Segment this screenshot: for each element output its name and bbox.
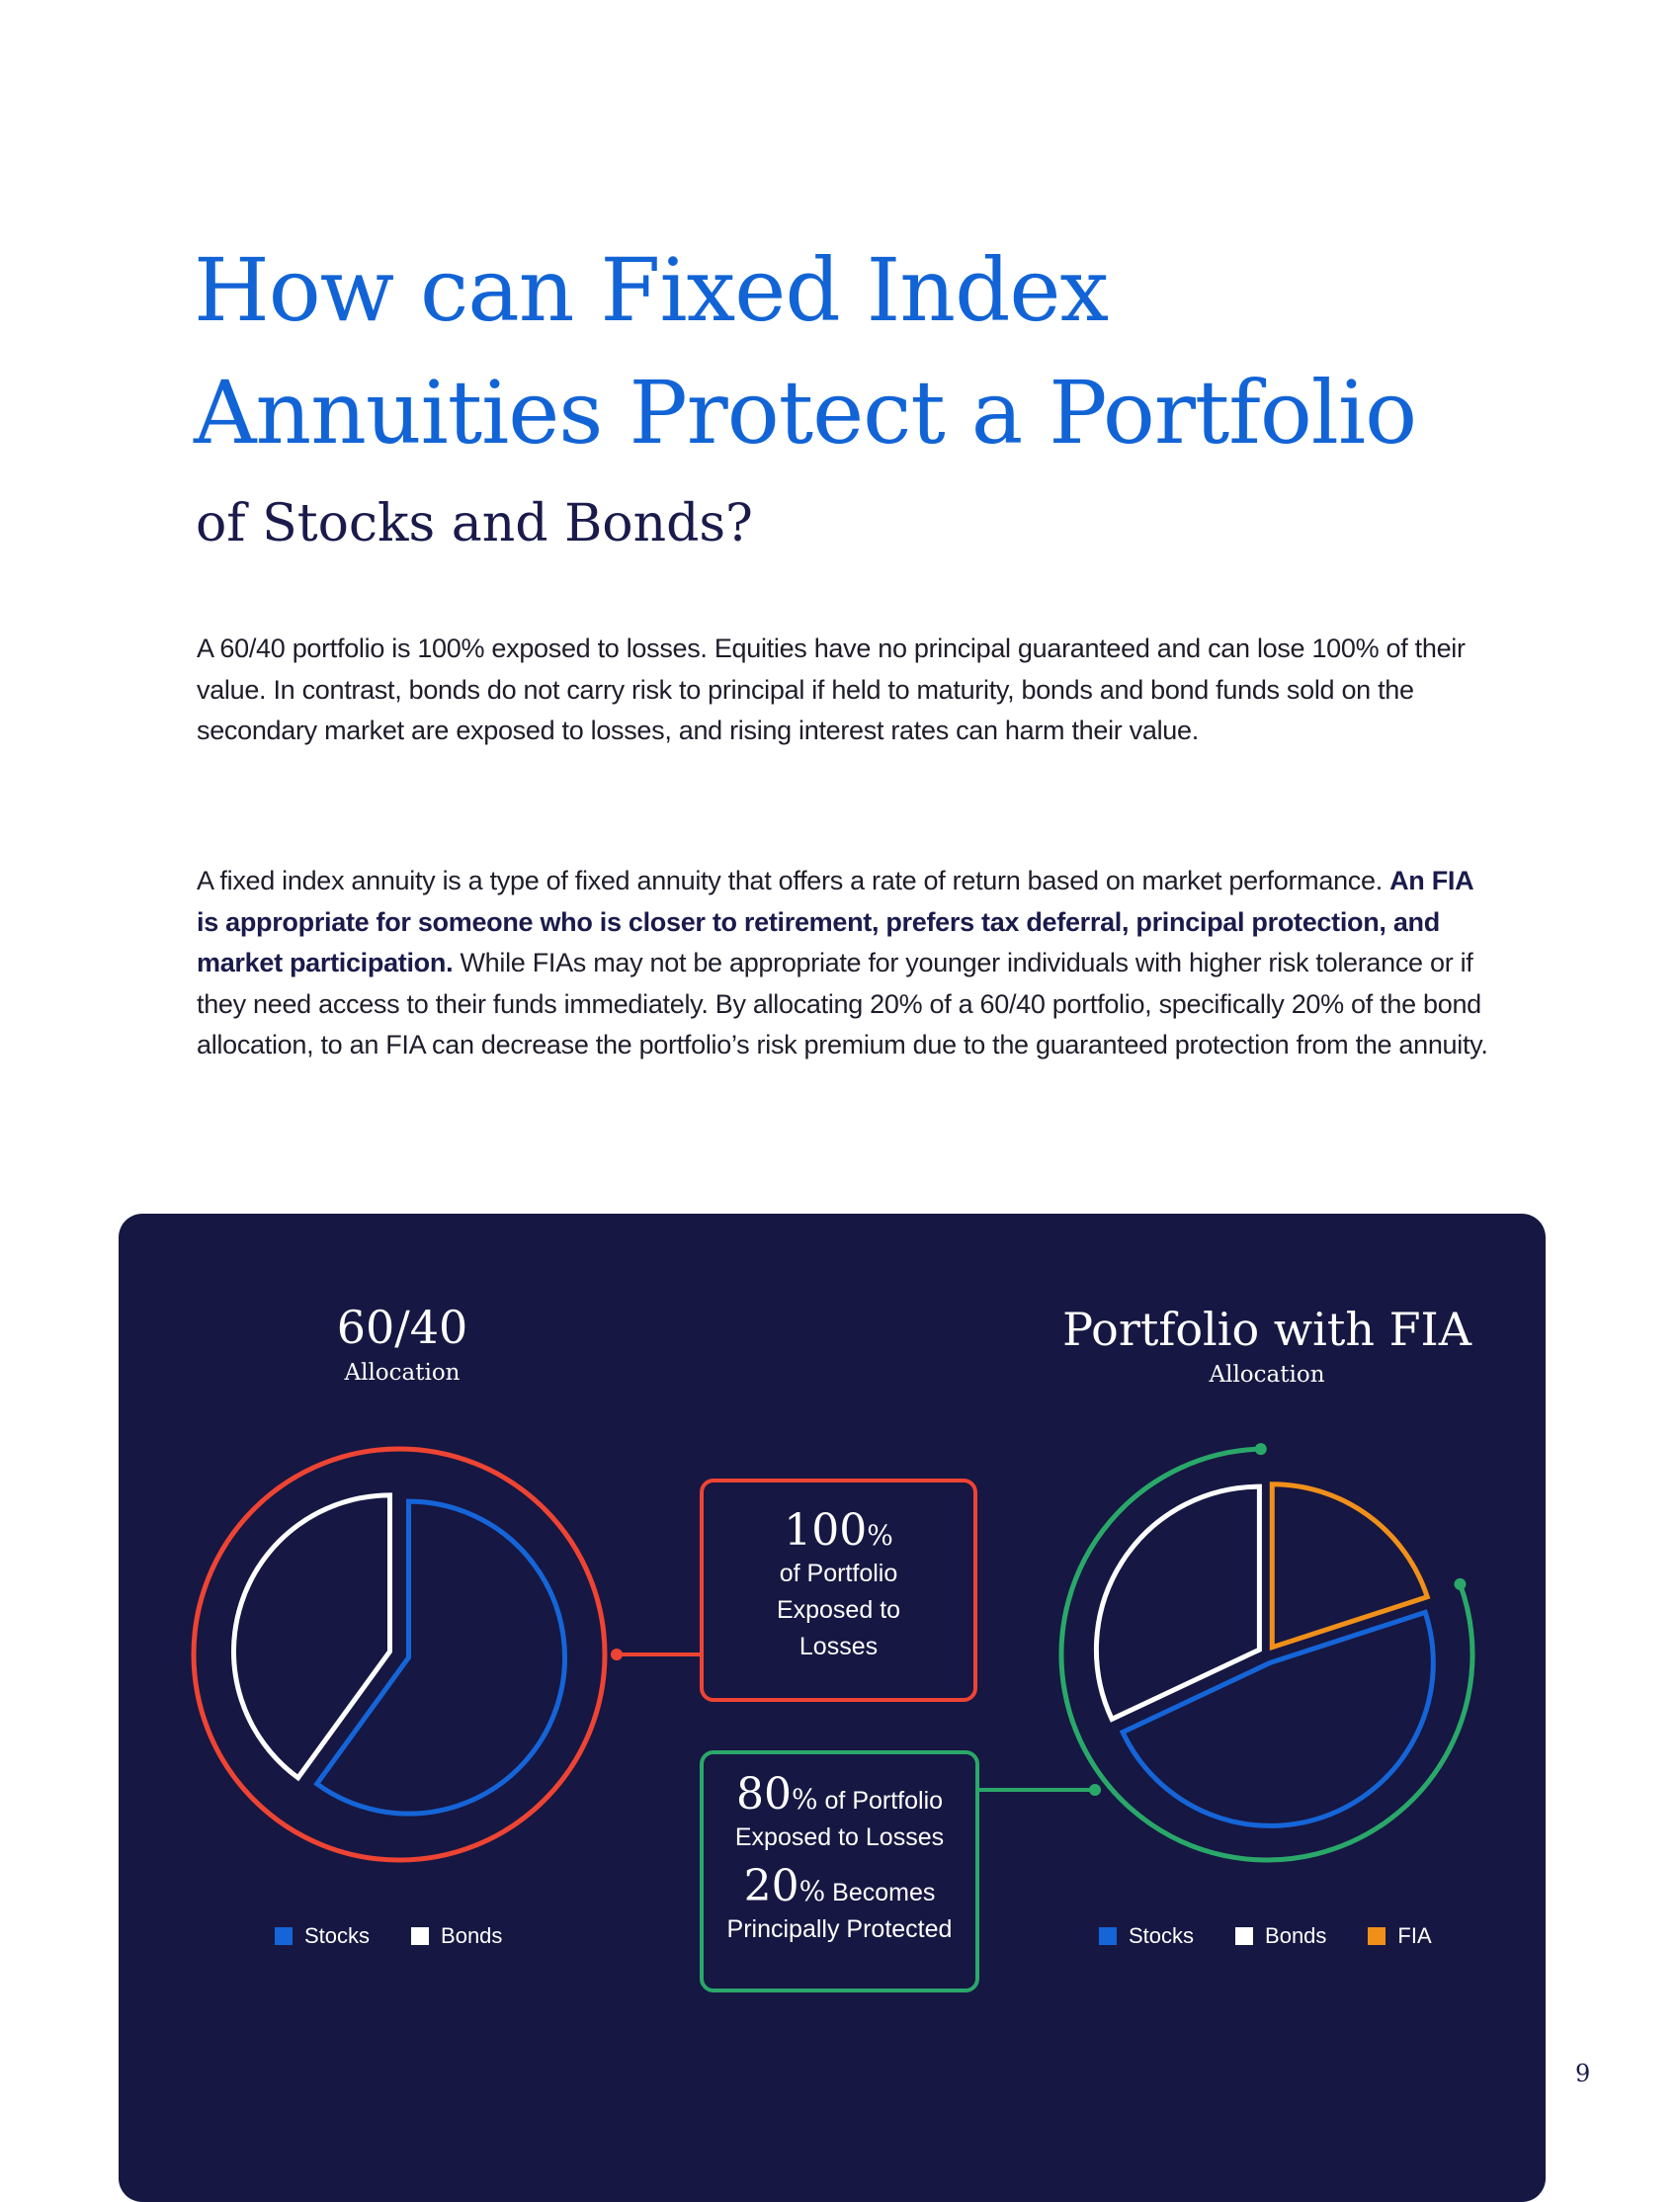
legend-stocks [275,1923,370,1949]
legend-label: FIA [1397,1923,1432,1948]
protected-line-4: Principally Protected [726,1915,953,1943]
fia-swatch [1368,1927,1386,1945]
protected-connector-dot [1089,1784,1101,1796]
p2-bold: An FIA is appropriate for someone who is closer to retirement, prefers tax deferral, principal protection, and market participation. [197,866,1473,977]
p2-start: A fixed index annuity is a type of fixed annuity that offers a rate of return based on market performance. [197,866,1390,895]
protection-arc-start-dot [1255,1443,1267,1455]
stocks-swatch [1099,1927,1117,1945]
legend-label: Bonds [441,1923,503,1948]
bonds-swatch [1235,1927,1253,1945]
legend-label: Bonds [1265,1923,1327,1948]
protected-text-2: Becomes [825,1879,936,1906]
protected-line-2: Exposed to Losses [734,1823,945,1851]
protected-number-20: 20 [743,1861,799,1911]
exposed-number: 100 [784,1505,868,1556]
legend-label: Stocks [1129,1923,1195,1948]
exposed-line-3: Losses [798,1633,879,1660]
legend-bonds [411,1923,502,1949]
exposed-connector-dot [611,1649,623,1660]
left-chart-heading [337,1299,468,1390]
pie-slice-bonds [1096,1486,1259,1719]
p2-end: While FIAs may not be appropriate for younger individuals with higher risk tolerance or if they need access to their funds immediately. By allocating 20% of a 60/40 portfolio, specifically 20% of the bond allocation, to an FIA can decrease the portfolio’s risk premium due to the guaranteed protection from the annuity. [197,948,1488,1059]
protected-callout [700,1750,979,1992]
left-chart-title: 60/40 [336,1301,468,1354]
left-legend [275,1923,502,1949]
protected-text-1: of Portfolio [817,1787,944,1815]
right-chart-heading [1062,1301,1471,1392]
page-subtitle: of Stocks and Bonds? [196,494,753,553]
right-chart-subtitle: Allocation [1209,1362,1325,1388]
exposed-line-1: of Portfolio [779,1560,898,1587]
exposed-callout [700,1479,977,1702]
protection-arc-end-dot [1454,1578,1466,1590]
legend-bonds [1235,1923,1326,1949]
pct-20: % [798,1875,826,1907]
title-line-1: How can Fixed Index [194,239,1109,341]
legend-fia [1368,1923,1431,1949]
exposure-ring [194,1449,605,1860]
page-number: 9 [1575,2060,1591,2087]
exposed-pct: % [867,1519,893,1552]
legend-stocks [1099,1923,1194,1949]
stocks-swatch [275,1927,293,1945]
protection-arc [1061,1449,1472,1860]
title-line-2: Annuities Protect a Portfolio [194,362,1417,464]
legend-label: Stocks [304,1923,371,1948]
right-legend [1099,1923,1432,1949]
pie-slice-fia [1272,1484,1427,1648]
intro-paragraph: A 60/40 portfolio is 100% exposed to losses. Equities have no principal guaranteed and can lose 100% of their value. In contrast, bonds do not carry risk to principal if held to maturity, bonds and bond funds sold on the secondary market are exposed to losses, and rising interest rates can harm their value. [197,634,1466,745]
protected-number-80: 80 [735,1769,792,1820]
pie-slice-stocks [317,1501,565,1814]
left-chart-subtitle: Allocation [344,1360,461,1386]
bonds-swatch [411,1927,429,1945]
pct-80: % [791,1783,818,1816]
right-chart-title: Portfolio with FIA [1062,1303,1471,1356]
exposed-line-2: Exposed to [776,1596,901,1624]
pie-slice-bonds [233,1495,389,1778]
